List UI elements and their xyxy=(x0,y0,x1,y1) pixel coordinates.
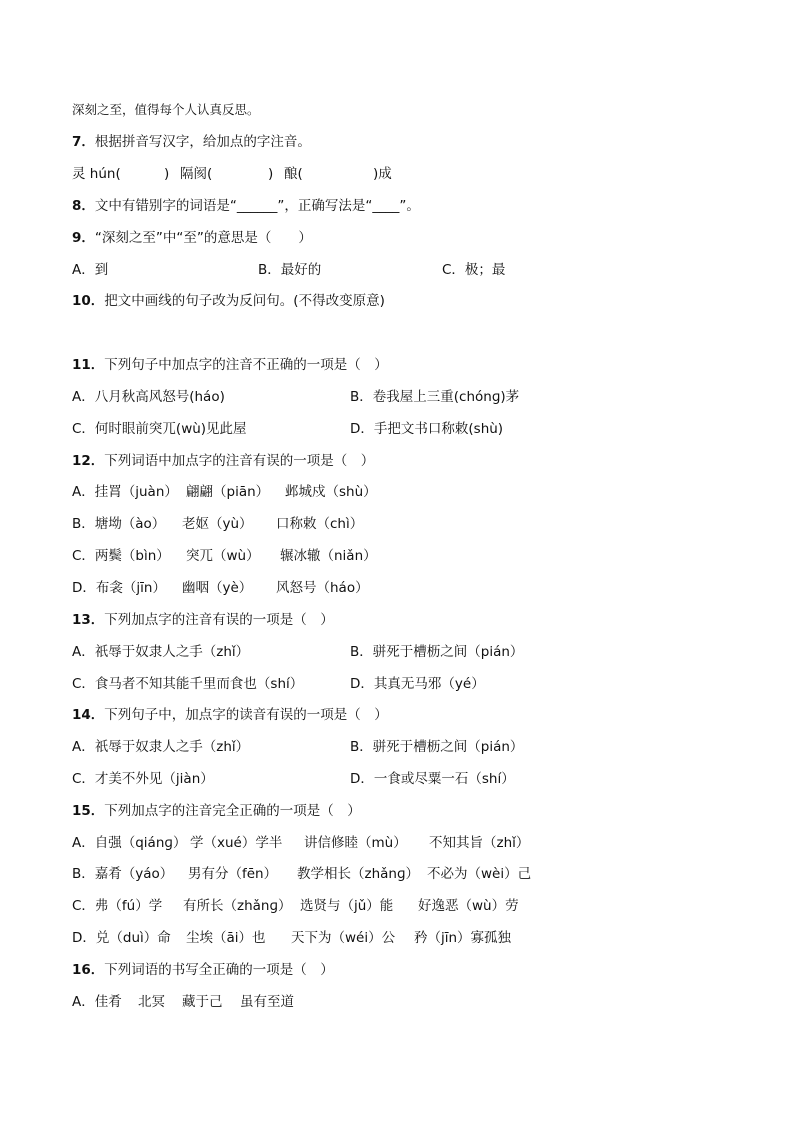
option-b: B．最好的 xyxy=(258,262,322,278)
question-7-items xyxy=(72,163,754,185)
option-segment: C．两鬓（bìn） xyxy=(72,548,170,564)
option-segment: 矜（jīn）寡孤独 xyxy=(414,930,512,946)
option-segment: A．挂罥（juàn） xyxy=(72,484,178,500)
question-16 xyxy=(72,959,754,981)
question-number: 14． xyxy=(72,707,105,723)
option-segment: 讲信修睦（mù） xyxy=(304,835,407,851)
option-c: C．才美不外见（jiàn） xyxy=(72,771,214,787)
option-segment: 虽有至道 xyxy=(240,994,294,1010)
option-d: D．一食或尽粟一石（shí） xyxy=(350,771,515,787)
question-number: 10． xyxy=(72,293,105,309)
option-a: A．八月秋高风怒号(háo) xyxy=(72,389,225,405)
option-segment: 邺城戍（shù） xyxy=(285,484,377,500)
option-segment: 男有分（fēn） xyxy=(188,866,278,882)
question-stem: 下列词语中加点字的注音有误的一项是（ ） xyxy=(104,453,375,469)
option-segment: A．佳肴 xyxy=(72,994,122,1010)
question-number: 8． xyxy=(72,198,95,214)
option-b: B．骈死于槽枥之间（pián） xyxy=(350,739,524,755)
item-text: 隔阂( xyxy=(180,166,213,182)
option-segment: A．自强（qiánɡ） xyxy=(72,835,187,851)
question-number: 15． xyxy=(72,803,105,819)
question-11-options-row xyxy=(72,418,754,440)
question-stem: 下列加点字的注音有误的一项是（ ） xyxy=(104,612,334,628)
option-segment: 口称敕（chì） xyxy=(276,516,364,532)
question-14-options-row xyxy=(72,736,754,758)
question-stem: 下列加点字的注音完全正确的一项是（ ） xyxy=(104,803,361,819)
option-segment: 风怒号（háo） xyxy=(276,580,369,596)
question-12-option-a xyxy=(72,481,754,503)
question-13 xyxy=(72,609,754,631)
question-9 xyxy=(72,227,754,249)
option-segment: 不必为（wèi）己 xyxy=(427,866,532,882)
question-10 xyxy=(72,290,754,312)
question-15-option-a xyxy=(72,832,754,854)
intro-line: 深刻之至，值得每个人认真反思。 xyxy=(72,102,260,117)
question-stem: 下列句子中加点字的注音不正确的一项是（ ） xyxy=(104,357,388,373)
option-segment: 北冥 xyxy=(138,994,165,1010)
question-9-options xyxy=(72,259,754,281)
option-c: C．食马者不知其能千里而食也（shí） xyxy=(72,676,304,692)
option-segment: D．兑（duì）命 xyxy=(72,930,171,946)
question-stem: 文中有错别字的词语是“______”，正确写法是“____”。 xyxy=(94,198,420,214)
option-b: B．卷我屋上三重(chónɡ)茅 xyxy=(350,389,520,405)
question-15-option-b xyxy=(72,863,754,885)
question-12 xyxy=(72,450,754,472)
option-b: B．骈死于槽枥之间（pián） xyxy=(350,644,524,660)
question-11-options-row xyxy=(72,386,754,408)
question-12-option-c xyxy=(72,545,754,567)
option-segment: D．布衾（jīn） xyxy=(72,580,166,596)
question-number: 9． xyxy=(72,230,95,246)
question-number: 11． xyxy=(72,357,105,373)
option-a: A．祇辱于奴隶人之手（zhǐ） xyxy=(72,644,250,660)
option-segment: 藏于己 xyxy=(182,994,223,1010)
question-number: 12． xyxy=(72,453,105,469)
question-12-option-d xyxy=(72,577,754,599)
option-segment: 突兀（wù） xyxy=(186,548,260,564)
option-segment: 不知其旨（zhǐ） xyxy=(429,835,530,851)
question-15-option-c xyxy=(72,895,754,917)
option-c: C．何时眼前突兀(wù)见此屋 xyxy=(72,421,247,437)
option-segment: 天下为（wéi）公 xyxy=(291,930,396,946)
question-number: 16． xyxy=(72,962,105,978)
option-segment: 辗冰辙（niǎn） xyxy=(280,548,377,564)
option-segment: 尘埃（āi）也 xyxy=(186,930,266,946)
option-d: D．其真无马邪（yé） xyxy=(350,676,485,692)
item-text: 酿( xyxy=(284,166,303,182)
question-14 xyxy=(72,704,754,726)
question-stem: 下列句子中，加点字的读音有误的一项是（ ） xyxy=(104,707,388,723)
question-number: 7． xyxy=(72,134,95,150)
option-segment: 有所长（zhǎnɡ） xyxy=(183,898,292,914)
option-segment: C．弗（fú）学 xyxy=(72,898,163,914)
option-segment: B．嘉肴（yáo） xyxy=(72,866,174,882)
question-stem: 下列词语的书写全正确的一项是（ ） xyxy=(104,962,334,978)
option-segment: 幽咽（yè） xyxy=(182,580,253,596)
question-stem: 根据拼音写汉字，给加点的字注音。 xyxy=(94,134,311,150)
question-8 xyxy=(72,195,754,217)
option-a: A．到 xyxy=(72,262,109,278)
item-text: 灵 hún( xyxy=(72,166,121,182)
question-12-option-b xyxy=(72,513,754,535)
question-stem: “深刻之至”中“至”的意思是（ ） xyxy=(94,230,312,246)
question-11 xyxy=(72,354,754,376)
option-segment: 翩翩（piān） xyxy=(186,484,270,500)
question-stem: 把文中画线的句子改为反问句。(不得改变原意) xyxy=(104,293,385,309)
option-segment: 学（xué）学半 xyxy=(190,835,283,851)
option-segment: B．塘坳（ào） xyxy=(72,516,166,532)
question-13-options-row xyxy=(72,673,754,695)
question-number: 13． xyxy=(72,612,105,628)
option-a: A．祇辱于奴隶人之手（zhǐ） xyxy=(72,739,250,755)
question-7 xyxy=(72,131,754,153)
option-c: C．极；最 xyxy=(442,262,506,278)
question-14-options-row xyxy=(72,768,754,790)
question-15 xyxy=(72,800,754,822)
item-text: )成 xyxy=(373,166,392,182)
item-text: ) xyxy=(164,166,170,182)
question-13-options-row xyxy=(72,641,754,663)
option-segment: 教学相长（zhǎnɡ） xyxy=(297,866,420,882)
option-segment: 老妪（yù） xyxy=(182,516,253,532)
item-text: ) xyxy=(268,166,274,182)
option-d: D．手把文书口称敕(shù) xyxy=(350,421,504,437)
option-segment: 选贤与（jǔ）能 xyxy=(300,898,394,914)
option-segment: 好逸恶（wù）劳 xyxy=(418,898,519,914)
question-15-option-d xyxy=(72,927,754,949)
question-16-option-a xyxy=(72,991,754,1013)
